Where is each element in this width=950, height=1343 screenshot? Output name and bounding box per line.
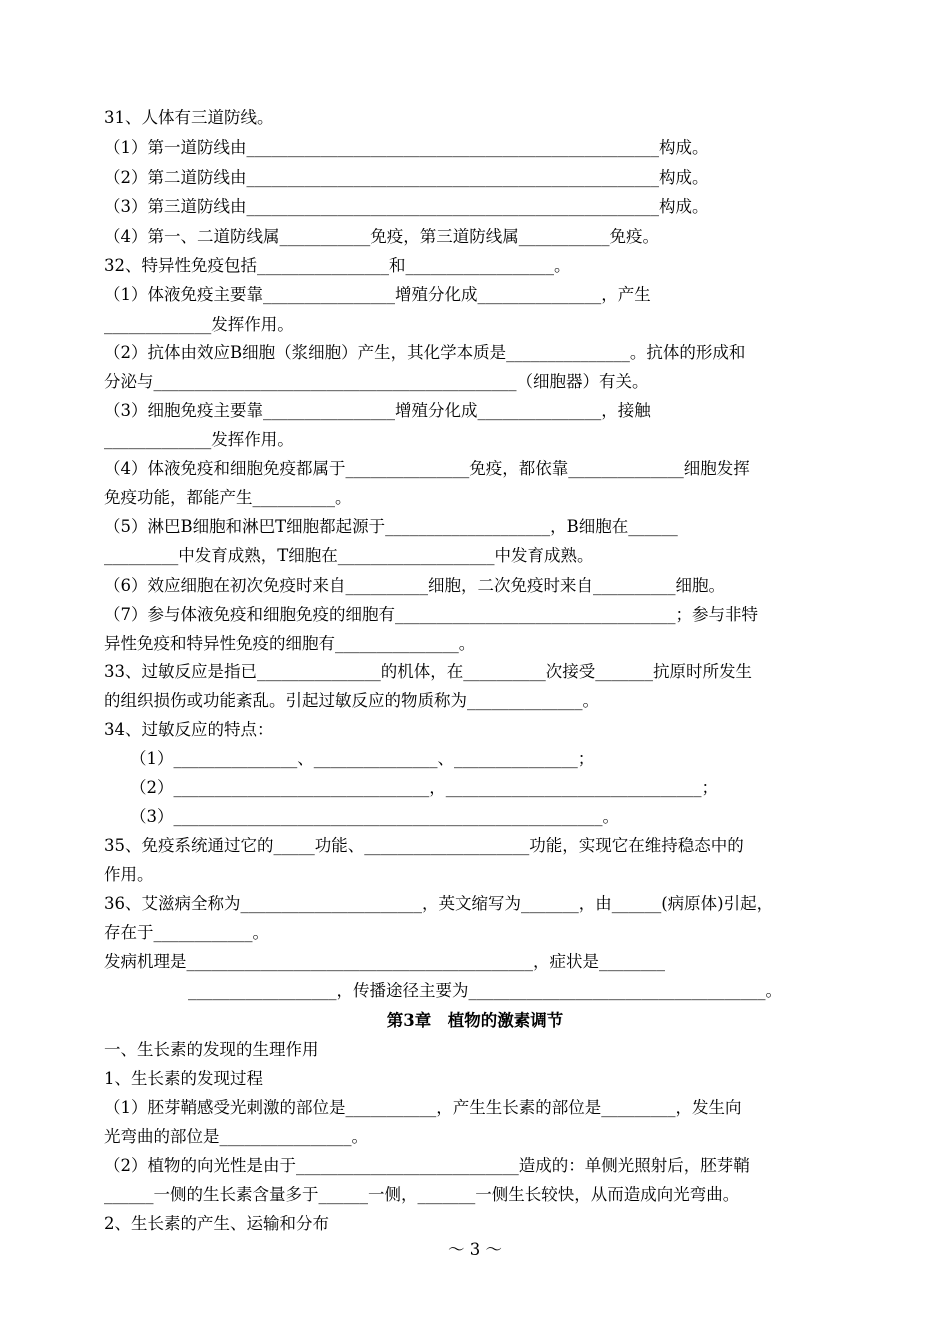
- sub1-item-2b: ______一侧的生长素含量多于______一侧，_______一侧生长较快，从而造成向光弯曲。: [104, 1185, 740, 1204]
- question-35-line-2: 作用。: [104, 865, 154, 884]
- q31-line-2: （2）第二道防线由__________________________________________________构成。: [104, 168, 709, 187]
- section-heading: 一、生长素的发现的生理作用: [104, 1040, 319, 1059]
- q31-line-3: （3）第三道防线由__________________________________________________构成。: [104, 197, 709, 216]
- subsection-2-heading: 2、生长素的产生、运输和分布: [104, 1214, 329, 1233]
- q32-line-3b: _____________发挥作用。: [104, 430, 294, 449]
- question-33-line-2: 的组织损伤或功能紊乱。引起过敏反应的物质称为______________。: [104, 691, 599, 710]
- question-33-line-1: 33、过敏反应是指已_______________的机体，在__________次接受_______抗原时所发生: [104, 662, 752, 681]
- q34-line-2: （2）_______________________________，_______________________________；: [130, 778, 718, 797]
- sub1-item-1a: （1）胚芽鞘感受光刺激的部位是___________，产生生长素的部位是_________，发生向: [104, 1098, 742, 1117]
- question-32-title: 32、特异性免疫包括________________和__________________。: [104, 256, 571, 275]
- q32-line-5b: _________中发育成熟，T细胞在___________________中发育成熟。: [104, 546, 594, 565]
- q32-line-2b: 分泌与____________________________________________（细胞器）有关。: [104, 372, 649, 391]
- q32-line-2a: （2）抗体由效应B细胞（浆细胞）产生，其化学本质是_______________。抗体的形成和: [104, 343, 746, 362]
- question-34-title: 34、过敏反应的特点：: [104, 720, 274, 739]
- q34-line-3: （3）____________________________________________________。: [130, 807, 619, 826]
- page-number: ～ 3 ～: [448, 1240, 502, 1259]
- q32-line-1b: _____________发挥作用。: [104, 315, 294, 334]
- question-36-line-3: 发病机理是__________________________________________，症状是________: [104, 952, 665, 971]
- q31-line-4: （4）第一、二道防线属___________免疫，第三道防线属___________免疫。: [104, 227, 659, 246]
- question-36-line-1: 36、艾滋病全称为______________________，英文缩写为_______，由______(病原体)引起，: [104, 894, 774, 913]
- question-31-title: 31、人体有三道防线。: [104, 108, 274, 127]
- question-36-line-4: __________________，传播途径主要为____________________________________。: [188, 981, 782, 1000]
- q32-line-5a: （5）淋巴B细胞和淋巴T细胞都起源于____________________，B细胞在______: [104, 517, 678, 536]
- q32-line-6: （6）效应细胞在初次免疫时来自__________细胞，二次免疫时来自__________细胞。: [104, 576, 725, 595]
- q32-line-7b: 异性免疫和特异性免疫的细胞有_______________。: [104, 634, 476, 653]
- q31-line-1: （1）第一道防线由__________________________________________________构成。: [104, 138, 709, 157]
- sub1-item-2a: （2）植物的向光性是由于___________________________造成的：单侧光照射后，胚芽鞘: [104, 1156, 750, 1175]
- question-36-line-2: 存在于____________。: [104, 923, 269, 942]
- q32-line-1a: （1）体液免疫主要靠________________增殖分化成_______________，产生: [104, 285, 651, 304]
- q32-line-4b: 免疫功能，都能产生__________。: [104, 488, 352, 507]
- q32-line-3a: （3）细胞免疫主要靠________________增殖分化成_______________，接触: [104, 401, 651, 420]
- sub1-item-1b: 光弯曲的部位是________________。: [104, 1127, 368, 1146]
- q34-line-1: （1）_______________、_______________、_______________；: [130, 749, 595, 768]
- q32-line-7a: （7）参与体液免疫和细胞免疫的细胞有__________________________________；参与非特: [104, 605, 758, 624]
- q32-line-4a: （4）体液免疫和细胞免疫都属于_______________免疫，都依靠______________细胞发挥: [104, 459, 750, 478]
- chapter-heading: 第3章 植物的激素调节: [386, 1011, 564, 1030]
- subsection-1-heading: 1、生长素的发现过程: [104, 1069, 263, 1088]
- question-35-line-1: 35、免疫系统通过它的_____功能、____________________功能，实现它在维持稳态中的: [104, 836, 744, 855]
